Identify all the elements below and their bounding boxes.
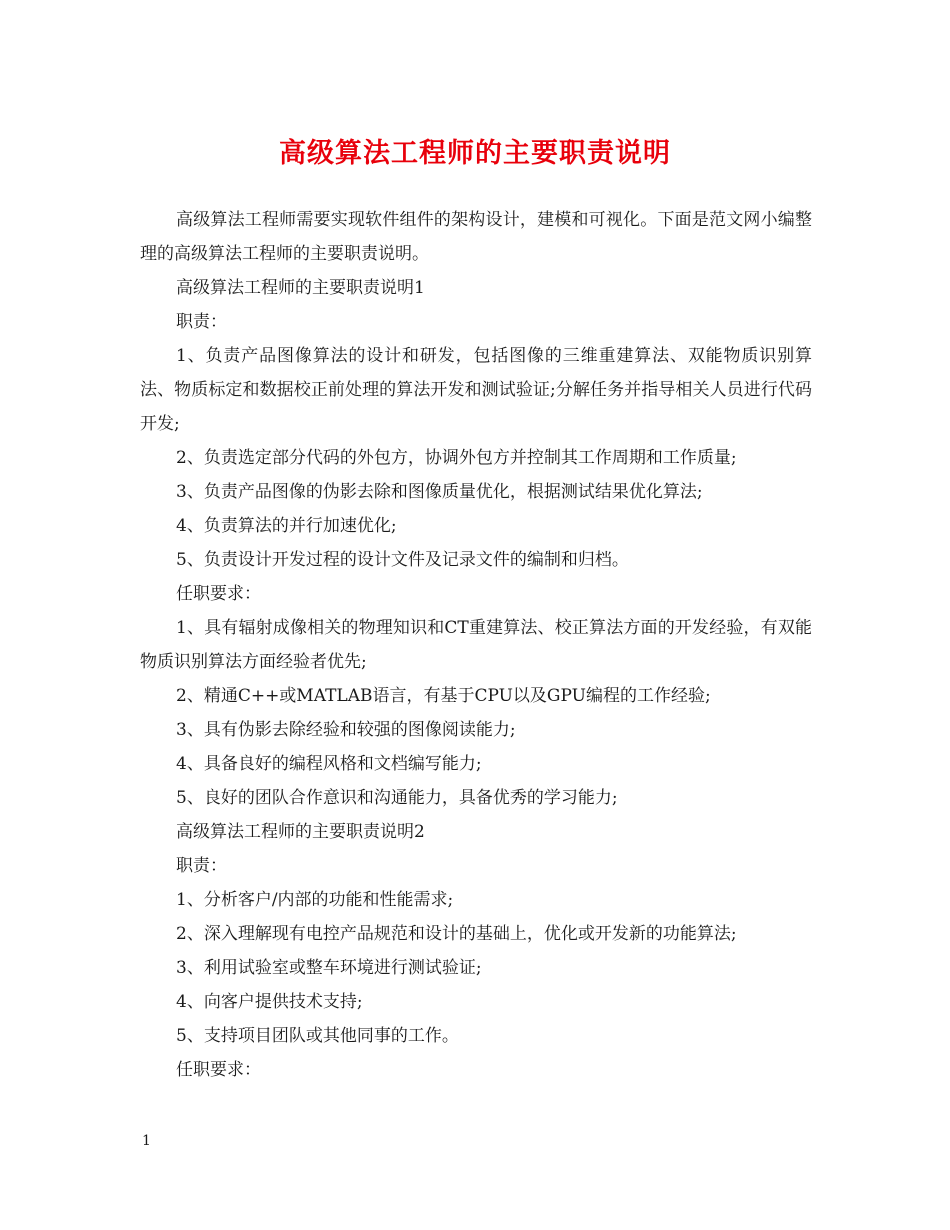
intro-paragraph: 高级算法工程师需要实现软件组件的架构设计，建模和可视化。下面是范文网小编整理的高级算法工程师的主要职责说明。	[140, 210, 812, 264]
duties-heading-2: 职责：	[176, 856, 227, 876]
duty-item: 3、负责产品图像的伪影去除和图像质量优化，根据测试结果优化算法;	[176, 482, 703, 502]
requirement-item: 4、具备良好的编程风格和文档编写能力;	[176, 754, 482, 774]
duty-item: 4、向客户提供技术支持;	[176, 992, 363, 1012]
requirements-heading-1: 任职要求：	[176, 584, 261, 604]
duty-item: 5、负责设计开发过程的设计文件及记录文件的编制和归档。	[176, 550, 629, 570]
duty-item: 1、负责产品图像算法的设计和研发，包括图像的三维重建算法、双能物质识别算法、物质标定和数据校正前处理的算法开发和测试验证;分解任务并指导相关人员进行代码开发;	[140, 346, 812, 434]
requirement-item: 3、具有伪影去除经验和较强的图像阅读能力;	[176, 720, 516, 740]
duty-item: 4、负责算法的并行加速优化;	[176, 516, 397, 536]
duty-item: 2、负责选定部分代码的外包方，协调外包方并控制其工作周期和工作质量;	[176, 448, 737, 468]
document-body	[140, 203, 812, 1087]
duty-item: 3、利用试验室或整车环境进行测试验证;	[176, 958, 482, 978]
requirement-item: 1、具有辐射成像相关的物理知识和CT重建算法、校正算法方面的开发经验，有双能物质识别算法方面经验者优先;	[140, 618, 812, 672]
document-title: 高级算法工程师的主要职责说明	[279, 138, 671, 169]
duty-item: 1、分析客户/内部的功能和性能需求;	[176, 890, 454, 910]
requirement-item: 2、精通C++或MATLAB语言，有基于CPU以及GPU编程的工作经验;	[176, 686, 711, 706]
page-number: 1	[142, 1133, 151, 1149]
duties-heading-1: 职责：	[176, 312, 227, 332]
section-heading-2: 高级算法工程师的主要职责说明2	[176, 822, 425, 842]
section-heading-1: 高级算法工程师的主要职责说明1	[176, 278, 425, 298]
duty-item: 2、深入理解现有电控产品规范和设计的基础上，优化或开发新的功能算法;	[176, 924, 737, 944]
requirement-item: 5、良好的团队合作意识和沟通能力，具备优秀的学习能力;	[176, 788, 618, 808]
duty-item: 5、支持项目团队或其他同事的工作。	[176, 1026, 459, 1046]
requirements-heading-2: 任职要求：	[176, 1060, 261, 1080]
